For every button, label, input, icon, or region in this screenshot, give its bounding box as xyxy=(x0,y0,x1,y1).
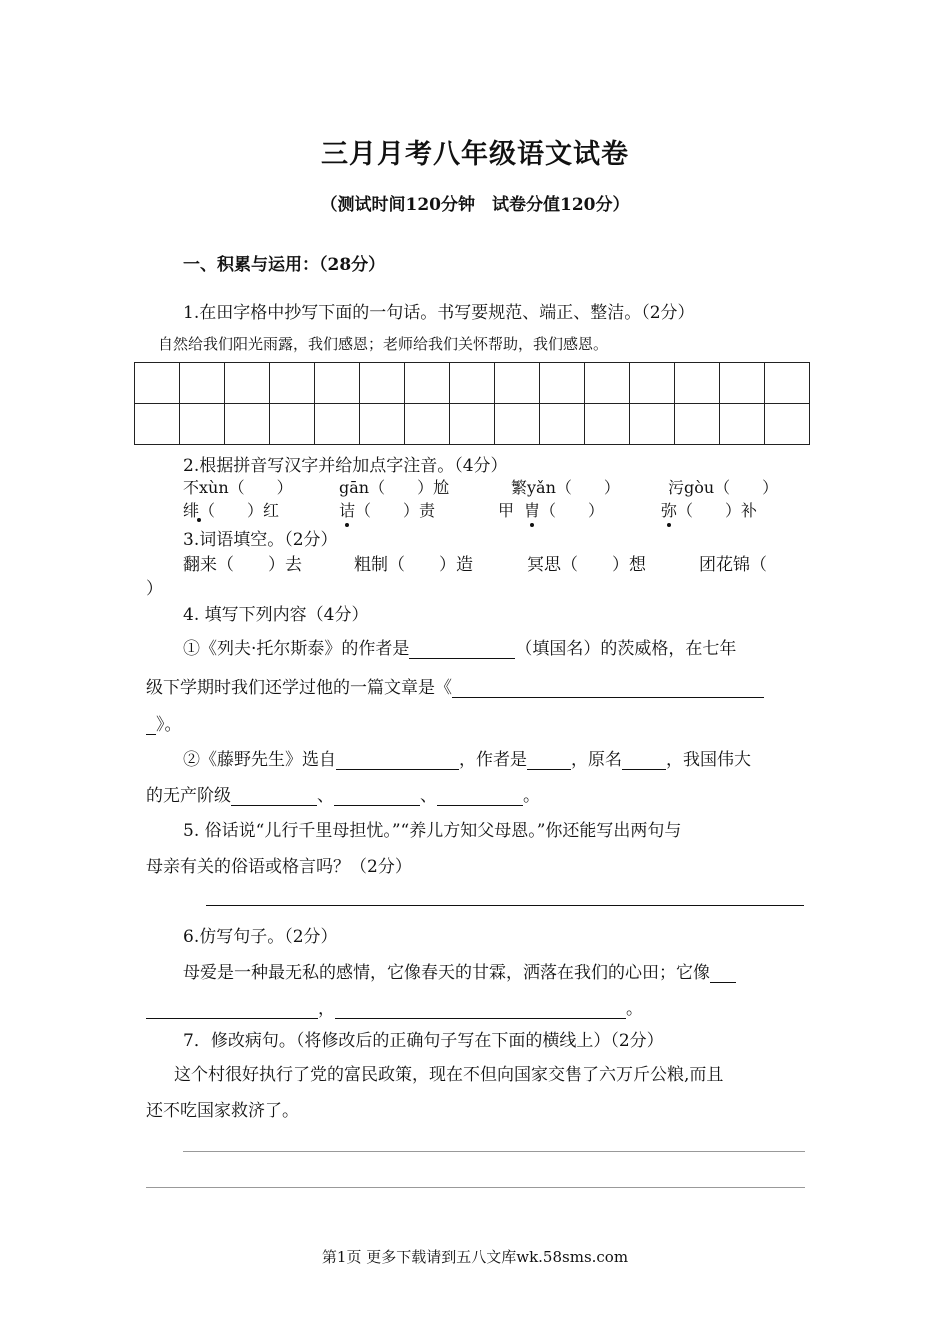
grid-cell[interactable] xyxy=(225,363,270,404)
grid-cell[interactable] xyxy=(540,404,585,445)
grid-cell[interactable] xyxy=(765,363,810,404)
text: （填国名）的茨威格，在七年 xyxy=(515,639,737,659)
grid-cell[interactable] xyxy=(630,404,675,445)
pinyin-item: 繁yǎn（ ） xyxy=(511,478,620,497)
q7-answer-line[interactable] xyxy=(146,1187,805,1188)
answer-blank[interactable] xyxy=(527,751,571,770)
grid-cell[interactable] xyxy=(450,404,495,445)
grid-cell[interactable] xyxy=(720,404,765,445)
annotate-item xyxy=(661,498,757,521)
grid-row xyxy=(135,363,810,404)
q5-line2: 母亲有关的俗语或格言吗？（2分） xyxy=(146,857,412,877)
tianzige-grid xyxy=(134,362,810,445)
exam-subtitle: （测试时间120分钟 试卷分值120分） xyxy=(320,195,630,215)
answer-blank[interactable] xyxy=(146,716,156,735)
grid-cell[interactable] xyxy=(270,404,315,445)
q4-line3 xyxy=(146,710,182,735)
grid-cell[interactable] xyxy=(585,404,630,445)
grid-cell[interactable] xyxy=(585,363,630,404)
grid-cell[interactable] xyxy=(630,363,675,404)
answer-blank[interactable] xyxy=(146,1000,318,1019)
text: 、 xyxy=(420,786,437,806)
text: ①《列夫·托尔斯泰》的作者是 xyxy=(183,639,410,659)
q2-annotate-row xyxy=(183,498,823,520)
grid-cell[interactable] xyxy=(360,363,405,404)
answer-blank[interactable] xyxy=(335,1000,626,1019)
text: 级下学期时我们还学过他的一篇文章是《 xyxy=(146,678,452,698)
grid-cell[interactable] xyxy=(180,404,225,445)
word-rest: （ ）责 xyxy=(355,501,436,520)
grid-cell[interactable] xyxy=(495,404,540,445)
grid-cell[interactable] xyxy=(315,363,360,404)
dotted-char: 弥 xyxy=(661,498,677,521)
annotate-item xyxy=(183,498,279,521)
answer-blank[interactable] xyxy=(334,787,420,806)
q3-items-row xyxy=(183,550,823,575)
grid-cell[interactable] xyxy=(495,363,540,404)
grid-cell[interactable] xyxy=(765,404,810,445)
grid-cell[interactable] xyxy=(270,363,315,404)
q2-pinyin-row xyxy=(183,475,823,497)
q1-sentence: 自然给我们阳光雨露，我们感恩；老师给我们关怀帮助，我们感恩。 xyxy=(158,335,609,353)
answer-blank[interactable] xyxy=(437,787,523,806)
grid-cell[interactable] xyxy=(720,363,765,404)
grid-cell[interactable] xyxy=(315,404,360,445)
grid-cell[interactable] xyxy=(360,404,405,445)
q3-prompt: 3.词语填空。（2分） xyxy=(183,530,338,550)
word-rest: （ ）红 xyxy=(199,501,280,520)
q1-prompt: 1.在田字格中抄写下面的一句话。书写要规范、端正、整洁。（2分） xyxy=(183,303,695,323)
answer-blank[interactable] xyxy=(336,751,459,770)
fill-word: 翻来（ ）去 xyxy=(183,555,302,575)
grid-cell[interactable] xyxy=(540,363,585,404)
q7-prompt: 7．修改病句。（将修改后的正确句子写在下面的横线上）（2分） xyxy=(183,1031,664,1051)
q5-answer-line[interactable] xyxy=(206,905,804,906)
q7-answer-line[interactable] xyxy=(183,1151,805,1152)
annotate-item xyxy=(339,498,435,521)
answer-blank[interactable] xyxy=(622,751,666,770)
grid-cell[interactable] xyxy=(135,404,180,445)
text: ，作者是 xyxy=(459,750,527,770)
grid-cell[interactable] xyxy=(450,363,495,404)
q4-line4 xyxy=(183,745,751,770)
text: 母爱是一种最无私的感情，它像春天的甘霖，洒落在我们的心田；它像 xyxy=(183,963,710,983)
text: 》。 xyxy=(156,715,182,735)
grid-cell[interactable] xyxy=(405,404,450,445)
text: 。 xyxy=(626,999,643,1019)
answer-blank[interactable] xyxy=(710,964,736,983)
fill-word: 团花锦（ xyxy=(699,555,767,575)
text: ， xyxy=(318,999,335,1019)
answer-blank[interactable] xyxy=(452,679,764,698)
text: ②《藤野先生》选自 xyxy=(183,750,336,770)
dotted-char: 胄 xyxy=(524,498,540,521)
grid-row xyxy=(135,404,810,445)
word-char: 甲 xyxy=(498,501,515,520)
word-rest: （ ） xyxy=(540,501,605,520)
pinyin-item: 不xùn（ ） xyxy=(183,478,293,497)
fill-word: 粗制（ ）造 xyxy=(354,555,473,575)
q6-prompt: 6.仿写句子。（2分） xyxy=(183,927,338,947)
q7-line2: 还不吃国家救济了。 xyxy=(146,1101,299,1121)
page-footer: 第1页 更多下载请到五八文库wk.58sms.com xyxy=(321,1248,629,1266)
grid-cell[interactable] xyxy=(180,363,225,404)
q3-tail: ） xyxy=(146,579,163,599)
q6-line2 xyxy=(146,994,643,1019)
grid-cell[interactable] xyxy=(225,404,270,445)
grid-cell[interactable] xyxy=(135,363,180,404)
q2-prompt: 2.根据拼音写汉字并给加点字注音。（4分） xyxy=(183,456,508,476)
q7-line1: 这个村很好执行了党的富民政策，现在不但向国家交售了六万斤公粮,而且 xyxy=(174,1065,724,1085)
text: ，我国伟大 xyxy=(666,750,751,770)
grid-cell[interactable] xyxy=(675,363,720,404)
grid-cell[interactable] xyxy=(405,363,450,404)
q4-line1 xyxy=(183,634,736,659)
annotate-item xyxy=(498,498,604,521)
pinyin-item: gān（ ）尬 xyxy=(339,478,450,497)
q4-prompt: 4. 填写下列内容（4分） xyxy=(183,605,369,625)
dotted-char: 诘 xyxy=(339,498,355,521)
answer-blank[interactable] xyxy=(409,640,515,659)
text: 的无产阶级 xyxy=(146,786,231,806)
page-title: 三月月考八年级语文试卷 xyxy=(321,139,629,170)
word-rest: （ ）补 xyxy=(677,501,758,520)
text: 。 xyxy=(523,786,540,806)
q6-line1 xyxy=(183,958,736,983)
word-char: 绯 xyxy=(183,501,200,520)
answer-blank[interactable] xyxy=(231,787,317,806)
text: ，原名 xyxy=(571,750,622,770)
q4-line5 xyxy=(146,781,540,806)
grid-cell[interactable] xyxy=(675,404,720,445)
q5-line1: 5. 俗话说“儿行千里母担忧。”“养儿方知父母恩。”你还能写出两句与 xyxy=(183,821,682,841)
text: 、 xyxy=(317,786,334,806)
q4-line2 xyxy=(146,673,764,698)
section-heading: 一、积累与运用：（28分） xyxy=(183,255,386,275)
fill-word: 冥思（ ）想 xyxy=(527,555,646,575)
pinyin-item: 污gòu（ ） xyxy=(668,478,779,497)
